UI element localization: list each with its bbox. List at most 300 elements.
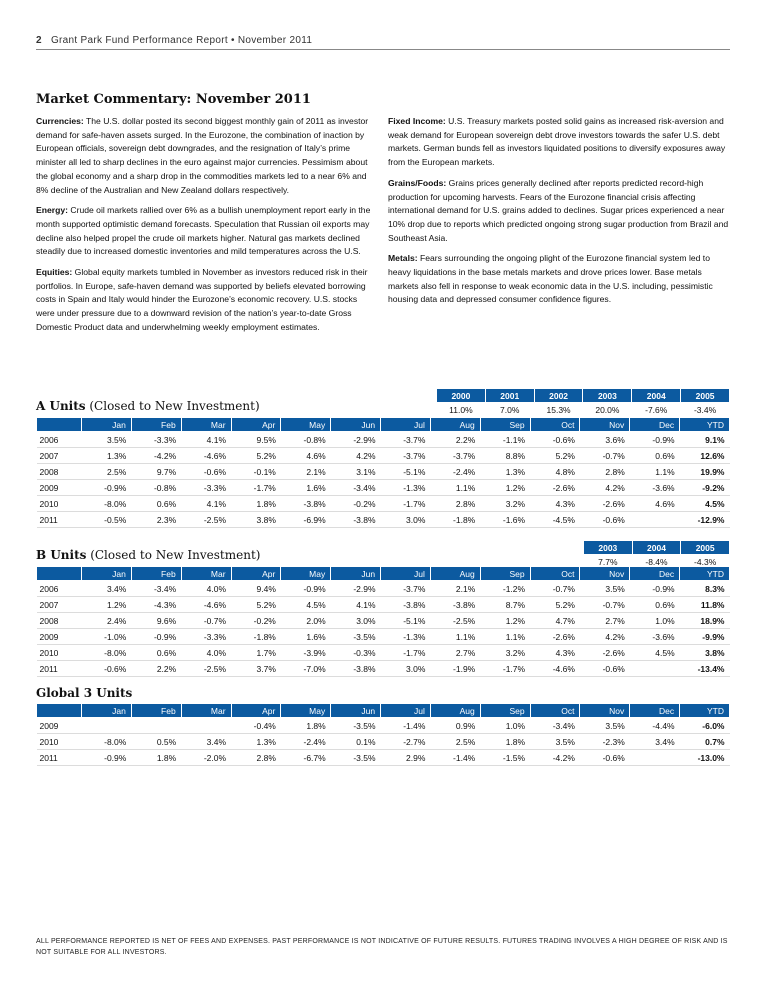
column-header: Apr	[231, 418, 281, 432]
ytd-cell: -13.4%	[680, 661, 730, 677]
row-year: 2011	[37, 750, 82, 766]
ytd-cell: 11.8%	[680, 597, 730, 613]
table-cell: -3.3%	[181, 629, 231, 645]
table-cell: -5.1%	[381, 464, 431, 480]
column-header: Aug	[430, 567, 480, 581]
table-cell: 1.8%	[231, 496, 281, 512]
column-header: Sep	[480, 418, 530, 432]
table-cell: 4.5%	[630, 645, 680, 661]
column-header: Jan	[82, 704, 132, 718]
table-cell: -1.3%	[381, 629, 431, 645]
table-row	[37, 661, 730, 677]
table-cell: 1.2%	[82, 597, 132, 613]
table-cell: 1.8%	[131, 750, 181, 766]
table-cell: -8.0%	[82, 496, 132, 512]
ytd-cell: -12.9%	[680, 512, 730, 528]
table-cell: -8.0%	[82, 645, 132, 661]
table-cell: -2.6%	[530, 629, 580, 645]
column-header: Dec	[630, 704, 680, 718]
table-row	[37, 734, 730, 750]
table-cell: 0.6%	[630, 448, 680, 464]
table-cell: 1.3%	[480, 464, 530, 480]
table-cell: 4.1%	[181, 432, 231, 448]
row-year: 2008	[37, 464, 82, 480]
prior-year-header: 2001	[485, 389, 534, 403]
table-cell: 2.2%	[430, 432, 480, 448]
table-cell: 2.9%	[381, 750, 431, 766]
table-cell: 2.5%	[430, 734, 480, 750]
table-cell: -5.1%	[381, 613, 431, 629]
prior-year-header: 2002	[534, 389, 583, 403]
table-header-row	[37, 704, 730, 718]
table-cell: 0.5%	[131, 734, 181, 750]
table-cell: -1.7%	[381, 645, 431, 661]
table-cell: -4.4%	[630, 718, 680, 734]
row-year: 2010	[37, 496, 82, 512]
table-cell: -0.5%	[82, 512, 132, 528]
table-row	[37, 581, 730, 597]
grains-paragraph	[388, 177, 733, 246]
table-cell: 0.6%	[131, 496, 181, 512]
table-cell: 4.1%	[331, 597, 381, 613]
table-cell: -2.9%	[331, 432, 381, 448]
equities-paragraph	[36, 266, 376, 335]
table-cell: -3.4%	[331, 480, 381, 496]
table-row	[37, 496, 730, 512]
table-header-row	[37, 567, 730, 581]
table-cell: 2.7%	[430, 645, 480, 661]
currencies-label: Currencies:	[36, 116, 84, 126]
table-cell: -0.4%	[231, 718, 281, 734]
table-cell: 8.7%	[480, 597, 530, 613]
prior-year-value: -7.6%	[632, 403, 681, 418]
table-cell: -3.6%	[630, 480, 680, 496]
table-cell: 2.8%	[430, 496, 480, 512]
table-cell: -0.7%	[530, 581, 580, 597]
table-cell: -0.1%	[231, 464, 281, 480]
table-cell	[131, 718, 181, 734]
prior-year-value: -4.3%	[681, 555, 730, 570]
table-row	[37, 597, 730, 613]
table-cell: -1.8%	[430, 512, 480, 528]
prior-year-value: 20.0%	[583, 403, 632, 418]
table-cell: -0.9%	[630, 581, 680, 597]
column-header: Feb	[131, 567, 181, 581]
table-cell: 3.4%	[181, 734, 231, 750]
table-cell: 3.5%	[530, 734, 580, 750]
table-cell: -2.5%	[430, 613, 480, 629]
column-header: Jun	[331, 418, 381, 432]
ytd-cell: -13.0%	[680, 750, 730, 766]
table-cell: -4.6%	[530, 661, 580, 677]
table-cell: -0.9%	[131, 629, 181, 645]
table-cell: 2.1%	[281, 464, 331, 480]
table-cell: -8.0%	[82, 734, 132, 750]
column-header: YTD	[680, 567, 730, 581]
row-year: 2010	[37, 645, 82, 661]
table-cell: 5.2%	[530, 448, 580, 464]
table-cell: 3.4%	[82, 581, 132, 597]
prior-year-header: 2004	[632, 389, 681, 403]
table-cell: 3.0%	[331, 613, 381, 629]
table-cell: 3.7%	[231, 661, 281, 677]
table-cell: -2.6%	[580, 645, 630, 661]
global3-title	[36, 686, 132, 700]
equities-label: Equities:	[36, 267, 73, 278]
prior-years-value-row	[437, 403, 730, 418]
prior-year-header: 2005	[681, 389, 730, 403]
ytd-cell: 19.9%	[680, 464, 730, 480]
table-cell: -0.2%	[331, 496, 381, 512]
table-cell: -1.7%	[480, 661, 530, 677]
table-cell: -3.4%	[530, 718, 580, 734]
table-cell: -3.7%	[381, 432, 431, 448]
table-cell: -2.3%	[580, 734, 630, 750]
table-cell	[181, 718, 231, 734]
table-cell: 2.1%	[430, 581, 480, 597]
table-cell: 5.2%	[231, 448, 281, 464]
column-header: Sep	[480, 567, 530, 581]
table-cell: 0.6%	[630, 597, 680, 613]
table-cell: 3.4%	[630, 734, 680, 750]
table-cell: 3.2%	[480, 645, 530, 661]
column-header: Mar	[181, 704, 231, 718]
currencies-text: The U.S. dollar posted its second biggest monthly gain of 2011 as investor demand for safe-haven assets surged. In the Eurozone, the combination of inaction by European officials, sovereign debt downgrades, and the resignation of Italy’s prime minister all led to sharp declines in the euro against major currencies. Pessimism about the global economy and a sharp drop in the commodities markets led to a near 6% and 8% decline of the Australian and New Zealand dollars respectively.	[36, 116, 369, 195]
table-row	[37, 629, 730, 645]
table-row	[37, 432, 730, 448]
table-cell: 2.3%	[131, 512, 181, 528]
commentary-right-column	[388, 115, 733, 314]
b-units-title-rest: (Closed to New Investment)	[86, 548, 261, 562]
metals-text: Fears surrounding the ongoing plight of the Eurozone financial system led to heavy liquidations in the base metals markets and drove prices lower. Base metals markets also fell in response to weak economic data in the U.S. including, pessimistic housing data and depressed consumer confidence figures.	[388, 253, 713, 305]
ytd-cell: -9.9%	[680, 629, 730, 645]
column-header: Sep	[480, 704, 530, 718]
table-cell: -0.7%	[580, 597, 630, 613]
metals-paragraph	[388, 252, 733, 307]
table-cell: 9.6%	[131, 613, 181, 629]
column-header: May	[281, 418, 331, 432]
table-cell: -4.6%	[181, 448, 231, 464]
column-header: May	[281, 704, 331, 718]
table-cell: -3.7%	[430, 448, 480, 464]
table-cell: 9.4%	[231, 581, 281, 597]
table-cell: -4.6%	[181, 597, 231, 613]
row-year: 2006	[37, 432, 82, 448]
table-row	[37, 613, 730, 629]
table-cell: 3.0%	[381, 512, 431, 528]
table-cell: -0.9%	[82, 480, 132, 496]
table-row	[37, 718, 730, 734]
a-units-title	[36, 399, 260, 413]
column-header: Mar	[181, 567, 231, 581]
prior-year-header: 2003	[584, 541, 633, 555]
table-row	[37, 464, 730, 480]
prior-year-header: 2000	[437, 389, 486, 403]
row-year: 2006	[37, 581, 82, 597]
prior-year-header: 2004	[632, 541, 681, 555]
column-header: May	[281, 567, 331, 581]
equities-text: Global equity markets tumbled in November as investors reduced risk in their portfolios. In Europe, safe-haven demand was supported by beliefs elevated borrowing costs in Spain and Italy would hinder the Eurozone’s economic recovery. U.S. stocks were under pressure due to a downward revision of the nation’s year-to-date Gross Domestic Product data and underwhelming weekly employment estimates.	[36, 267, 368, 332]
table-cell: 1.3%	[231, 734, 281, 750]
column-header: Jul	[381, 418, 431, 432]
ytd-cell: -6.0%	[680, 718, 730, 734]
table-cell: -0.7%	[580, 448, 630, 464]
table-row	[37, 480, 730, 496]
table-cell: 1.2%	[480, 480, 530, 496]
column-header: Feb	[131, 704, 181, 718]
table-cell: 3.0%	[381, 661, 431, 677]
table-cell: -3.5%	[331, 750, 381, 766]
table-cell: -2.6%	[580, 496, 630, 512]
table-cell	[630, 750, 680, 766]
table-cell: -4.3%	[131, 597, 181, 613]
table-cell: 1.8%	[480, 734, 530, 750]
table-cell: 4.3%	[530, 496, 580, 512]
commentary-left-column	[36, 115, 376, 342]
table-cell: -3.4%	[131, 581, 181, 597]
global3-table	[36, 703, 730, 766]
table-cell: -1.5%	[480, 750, 530, 766]
table-cell: -1.9%	[430, 661, 480, 677]
table-cell: 1.0%	[630, 613, 680, 629]
prior-year-value: 15.3%	[534, 403, 583, 418]
table-cell: -2.5%	[181, 661, 231, 677]
table-cell: 2.8%	[231, 750, 281, 766]
column-header: Oct	[530, 418, 580, 432]
grains-label: Grains/Foods:	[388, 177, 447, 188]
table-cell: -0.3%	[331, 645, 381, 661]
table-cell: -0.6%	[580, 661, 630, 677]
table-cell: 0.9%	[430, 718, 480, 734]
table-cell: 9.7%	[131, 464, 181, 480]
table-cell: 5.2%	[231, 597, 281, 613]
table-cell: -4.2%	[530, 750, 580, 766]
table-cell: 2.7%	[580, 613, 630, 629]
table-cell: 9.5%	[231, 432, 281, 448]
metals-label: Metals:	[388, 253, 418, 264]
column-header: Aug	[430, 418, 480, 432]
table-cell: 1.7%	[231, 645, 281, 661]
table-cell: -2.0%	[181, 750, 231, 766]
page-title: Market Commentary: November 2011	[36, 92, 311, 107]
column-header	[37, 567, 82, 581]
table-cell: 4.7%	[530, 613, 580, 629]
table-cell: -0.6%	[580, 512, 630, 528]
column-header: YTD	[680, 704, 730, 718]
table-cell: 4.2%	[331, 448, 381, 464]
table-cell: -0.8%	[281, 432, 331, 448]
table-cell: 3.5%	[580, 581, 630, 597]
table-cell: 4.2%	[580, 629, 630, 645]
table-cell: 2.5%	[82, 464, 132, 480]
prior-year-value: 7.0%	[485, 403, 534, 418]
table-row	[37, 645, 730, 661]
table-cell: -0.6%	[181, 464, 231, 480]
column-header: Nov	[580, 704, 630, 718]
table-cell: -6.7%	[281, 750, 331, 766]
table-cell: -0.9%	[630, 432, 680, 448]
table-cell: -1.4%	[430, 750, 480, 766]
table-cell: 1.0%	[480, 718, 530, 734]
table-cell: -0.8%	[131, 480, 181, 496]
table-cell: 4.3%	[530, 645, 580, 661]
prior-years-header-row	[437, 389, 730, 403]
table-cell: 4.0%	[181, 645, 231, 661]
currencies-paragraph	[36, 115, 376, 197]
global3-title-text: Global 3 Units	[36, 686, 133, 700]
column-header: Dec	[630, 418, 680, 432]
table-cell	[82, 718, 132, 734]
column-header: Mar	[181, 418, 231, 432]
prior-year-value: -3.4%	[681, 403, 730, 418]
column-header	[37, 704, 82, 718]
a-units-title-rest: (Closed to New Investment)	[85, 399, 260, 413]
column-header: Oct	[530, 567, 580, 581]
table-cell: -3.6%	[630, 629, 680, 645]
prior-years-header-row	[584, 541, 730, 555]
table-cell: -0.6%	[580, 750, 630, 766]
row-year: 2007	[37, 448, 82, 464]
column-header: Feb	[131, 418, 181, 432]
table-cell: -7.0%	[281, 661, 331, 677]
ytd-cell: -9.2%	[680, 480, 730, 496]
grains-text: Grains prices generally declined after reports predicted record-high production for upcoming harvests. Fears of the Eurozone financial crisis affecting international demand for U.S. grains added to declines. Sugar prices experienced a near 10% drop due to reports which predicted ongoing strong sugar production from Brazil and Southeast Asia.	[388, 177, 729, 243]
a-units-table	[36, 417, 730, 528]
row-year: 2009	[37, 718, 82, 734]
table-cell: -0.6%	[82, 661, 132, 677]
column-header: Nov	[580, 418, 630, 432]
table-cell: 4.6%	[630, 496, 680, 512]
column-header: Nov	[580, 567, 630, 581]
table-cell: 1.6%	[281, 480, 331, 496]
a-units-prior-years-table	[436, 388, 730, 418]
row-year: 2011	[37, 661, 82, 677]
column-header: Jul	[381, 567, 431, 581]
table-cell: -3.7%	[381, 448, 431, 464]
table-cell: -3.7%	[381, 581, 431, 597]
table-cell: 0.1%	[331, 734, 381, 750]
table-cell: -1.1%	[480, 432, 530, 448]
table-cell: -6.9%	[281, 512, 331, 528]
column-header	[37, 418, 82, 432]
row-year: 2009	[37, 629, 82, 645]
table-cell: 3.8%	[231, 512, 281, 528]
disclaimer-footer: ALL PERFORMANCE REPORTED IS NET OF FEES AND EXPENSES. PAST PERFORMANCE IS NOT INDICATIVE OF FUTURE RESULTS. FUTURES TRADING INVOLVES A HIGH DEGREE OF RISK AND IS NOT SUITABLE FOR ALL INVESTORS.	[36, 938, 728, 956]
ytd-cell: 4.5%	[680, 496, 730, 512]
header-text: Grant Park Fund Performance Report • November 2011	[50, 35, 313, 46]
table-cell: 2.2%	[131, 661, 181, 677]
table-cell: -1.4%	[381, 718, 431, 734]
ytd-cell: 9.1%	[680, 432, 730, 448]
table-cell: -3.5%	[331, 629, 381, 645]
table-cell: 3.2%	[480, 496, 530, 512]
column-header: Dec	[630, 567, 680, 581]
b-units-title-bold: B Units	[36, 548, 87, 562]
table-cell: 8.8%	[480, 448, 530, 464]
table-cell: -0.9%	[82, 750, 132, 766]
row-year: 2008	[37, 613, 82, 629]
table-cell: 4.2%	[580, 480, 630, 496]
row-year: 2010	[37, 734, 82, 750]
table-cell: -2.5%	[181, 512, 231, 528]
table-cell: 4.1%	[181, 496, 231, 512]
table-cell: -1.7%	[231, 480, 281, 496]
table-cell: -3.5%	[331, 718, 381, 734]
table-cell: 2.8%	[580, 464, 630, 480]
prior-year-header: 2003	[583, 389, 632, 403]
table-cell: 1.1%	[430, 480, 480, 496]
table-cell: -0.9%	[281, 581, 331, 597]
table-cell: -3.3%	[131, 432, 181, 448]
column-header: Apr	[231, 704, 281, 718]
table-row	[37, 750, 730, 766]
table-cell: 1.3%	[82, 448, 132, 464]
table-cell: 3.6%	[580, 432, 630, 448]
table-cell: 2.0%	[281, 613, 331, 629]
column-header: Oct	[530, 704, 580, 718]
ytd-cell: 12.6%	[680, 448, 730, 464]
table-cell: -3.8%	[430, 597, 480, 613]
table-cell: 1.1%	[480, 629, 530, 645]
table-row	[37, 512, 730, 528]
table-cell: -2.6%	[530, 480, 580, 496]
table-cell: -3.8%	[331, 512, 381, 528]
table-cell: 4.5%	[281, 597, 331, 613]
table-cell: -3.3%	[181, 480, 231, 496]
table-cell: 3.1%	[331, 464, 381, 480]
column-header: YTD	[680, 418, 730, 432]
table-cell: 4.6%	[281, 448, 331, 464]
table-cell: -3.8%	[331, 661, 381, 677]
fixed-income-label: Fixed Income:	[388, 116, 446, 126]
table-cell: 1.8%	[281, 718, 331, 734]
table-cell: 1.1%	[430, 629, 480, 645]
table-cell: -1.3%	[381, 480, 431, 496]
table-cell: -3.8%	[281, 496, 331, 512]
row-year: 2009	[37, 480, 82, 496]
table-cell: 2.4%	[82, 613, 132, 629]
table-cell: -2.4%	[430, 464, 480, 480]
prior-year-value: -8.4%	[632, 555, 681, 570]
table-row	[37, 448, 730, 464]
table-cell: 1.6%	[281, 629, 331, 645]
table-cell: -1.0%	[82, 629, 132, 645]
table-cell: -0.2%	[231, 613, 281, 629]
ytd-cell: 8.3%	[680, 581, 730, 597]
table-cell	[630, 512, 680, 528]
table-cell: -2.7%	[381, 734, 431, 750]
table-cell: 1.2%	[480, 613, 530, 629]
ytd-cell: 3.8%	[680, 645, 730, 661]
column-header: Jan	[82, 567, 132, 581]
fixed-income-text: U.S. Treasury markets posted solid gains as increased risk-aversion and weak demand for European sovereign debt drove investors towards the safer U.S. debt markets. German bunds fell as investors liquidated positions to diversify exposures away from the European markets.	[388, 116, 726, 168]
column-header: Aug	[430, 704, 480, 718]
ytd-cell: 18.9%	[680, 613, 730, 629]
table-cell: -2.9%	[331, 581, 381, 597]
b-units-table	[36, 566, 730, 677]
column-header: Jun	[331, 567, 381, 581]
a-units-title-bold: A Units	[36, 399, 86, 413]
table-cell: -4.5%	[530, 512, 580, 528]
energy-label: Energy:	[36, 205, 68, 216]
b-units-title	[36, 548, 260, 562]
table-cell: 0.6%	[131, 645, 181, 661]
table-cell: 1.1%	[630, 464, 680, 480]
table-cell: -1.6%	[480, 512, 530, 528]
energy-paragraph	[36, 204, 376, 259]
page-header	[36, 35, 730, 50]
table-cell	[630, 661, 680, 677]
